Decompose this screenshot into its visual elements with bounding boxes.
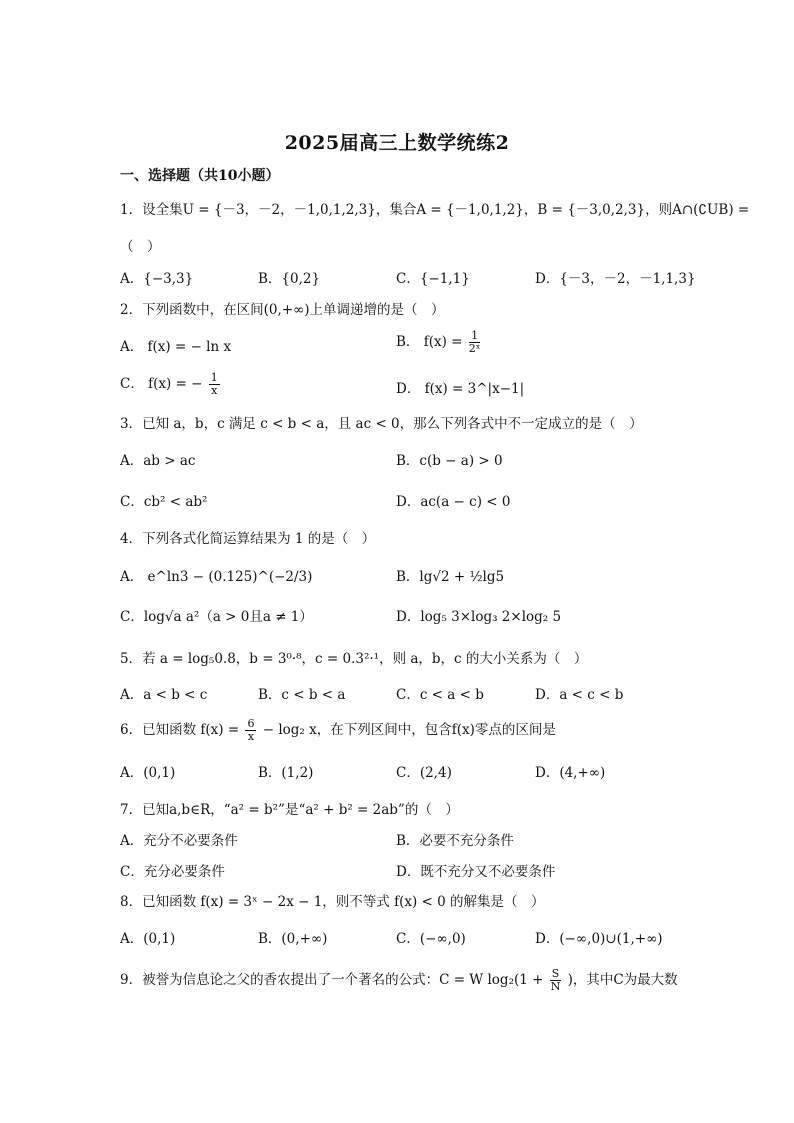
question-2-option-b: [396, 330, 482, 355]
question-1-option-a: A．{−3,3}: [120, 271, 194, 287]
numerator: 1: [210, 371, 218, 384]
question-9-stem-pre: 9．被誉为信息论之父的香农提出了一个著名的公式：C = W log₂(1 +: [120, 972, 544, 988]
section-heading: 一、选择题（共10小题）: [120, 168, 280, 184]
question-7-option-d: D．既不充分又不必要条件: [396, 864, 556, 880]
question-8-option-d: D．(−∞,0)∪(1,+∞): [535, 931, 663, 947]
question-4-option-b: B．lg√2 + ½lg5: [396, 569, 505, 585]
question-3-option-b: B．c(b − a) > 0: [396, 453, 503, 469]
denominator: N: [550, 980, 561, 993]
question-7-option-c: C．充分必要条件: [120, 864, 225, 880]
denominator: x: [211, 384, 218, 397]
question-1-option-d: D．{－3，－2，－1,1,3}: [535, 271, 696, 287]
question-6-stem-pre: 6．已知函数 f(x) =: [120, 722, 240, 738]
question-8-option-b: B．(0,+∞): [258, 931, 328, 947]
fraction: [469, 330, 481, 355]
question-8-option-c: C．(−∞,0): [396, 931, 466, 947]
denominator: x: [247, 730, 255, 743]
question-2-option-c: [120, 372, 222, 397]
question-6-stem-post: − log₂ x，在下列区间中，包含f(x)零点的区间是: [262, 722, 556, 738]
question-3-option-c: C．cb² < ab²: [120, 494, 208, 510]
question-4-option-c: C．log√a a²（a > 0且a ≠ 1）: [120, 609, 313, 625]
fraction: [245, 718, 256, 743]
question-5-option-a: A．a < b < c: [120, 687, 208, 703]
numerator: 6: [247, 717, 255, 730]
numerator: S: [551, 967, 560, 980]
question-8-option-a: A．(0,1): [120, 931, 176, 947]
question-2-option-a: A． f(x) = − ln x: [120, 339, 232, 355]
question-3-option-a: A．ab > ac: [120, 453, 196, 469]
question-6-option-b: B．(1,2): [258, 765, 314, 781]
question-6-stem: [120, 718, 556, 743]
question-5-option-b: B．c < b < a: [258, 687, 346, 703]
question-5-option-c: C．c < a < b: [396, 687, 484, 703]
question-4-option-d: D．log₅ 3×log₃ 2×log₂ 5: [396, 609, 562, 625]
question-4-stem: 4．下列各式化简运算结果为 1 的是（ ）: [120, 531, 376, 547]
question-2-stem: 2．下列函数中，在区间(0,+∞)上单调递增的是（ ）: [120, 302, 445, 318]
question-9-stem: [120, 968, 678, 993]
question-7-stem: 7．已知a,b∈R，“a² = b²”是“a² + b² = 2ab”的（ ）: [120, 802, 459, 818]
option-c-prefix: C． f(x) = −: [120, 376, 203, 392]
numerator: 1: [469, 330, 481, 343]
question-1-option-b: B．{0,2}: [258, 271, 321, 287]
question-6-option-d: D．(4,+∞): [535, 765, 606, 781]
question-5-stem: 5．若 a = log₅0.8，b = 3⁰·⁸，c = 0.3²·¹，则 a，b，c 的大小关系为（ ）: [120, 651, 588, 667]
fraction: [550, 968, 562, 993]
page-title: 2025届高三上数学统练2: [284, 132, 510, 154]
question-1-stem: 1．设全集U = {－3，－2，－1,0,1,2,3}，集合A = {－1,0,1,2}，B = {－3,0,2,3}，则A∩(∁UB) =: [120, 202, 750, 218]
question-9-stem-post: )，其中C为最大数: [567, 972, 678, 988]
question-4-option-a: A． e^ln3 − (0.125)^(−2/3): [120, 569, 313, 585]
question-7-option-a: A．充分不必要条件: [120, 833, 238, 849]
question-8-stem: 8．已知函数 f(x) = 3ˣ − 2x − 1，则不等式 f(x) < 0 的解集是（ ）: [120, 894, 545, 910]
question-1-option-c: C．{−1,1}: [396, 271, 470, 287]
question-3-option-d: D．ac(a − c) < 0: [396, 494, 511, 510]
question-6-option-c: C．(2,4): [396, 765, 452, 781]
fraction: [209, 372, 220, 397]
question-3-stem: 3．已知 a，b，c 满足 c < b < a，且 ac < 0，那么下列各式中不一定成立的是（ ）: [120, 416, 643, 432]
denominator: 2ˣ: [468, 342, 481, 355]
option-b-prefix: B． f(x) =: [396, 334, 463, 350]
question-6-option-a: A．(0,1): [120, 765, 176, 781]
question-1-paren: （ ）: [120, 239, 161, 255]
question-2-option-d: D． f(x) = 3^|x−1|: [396, 381, 525, 397]
question-7-option-b: B．必要不充分条件: [396, 833, 514, 849]
question-5-option-d: D．a < c < b: [535, 687, 624, 703]
